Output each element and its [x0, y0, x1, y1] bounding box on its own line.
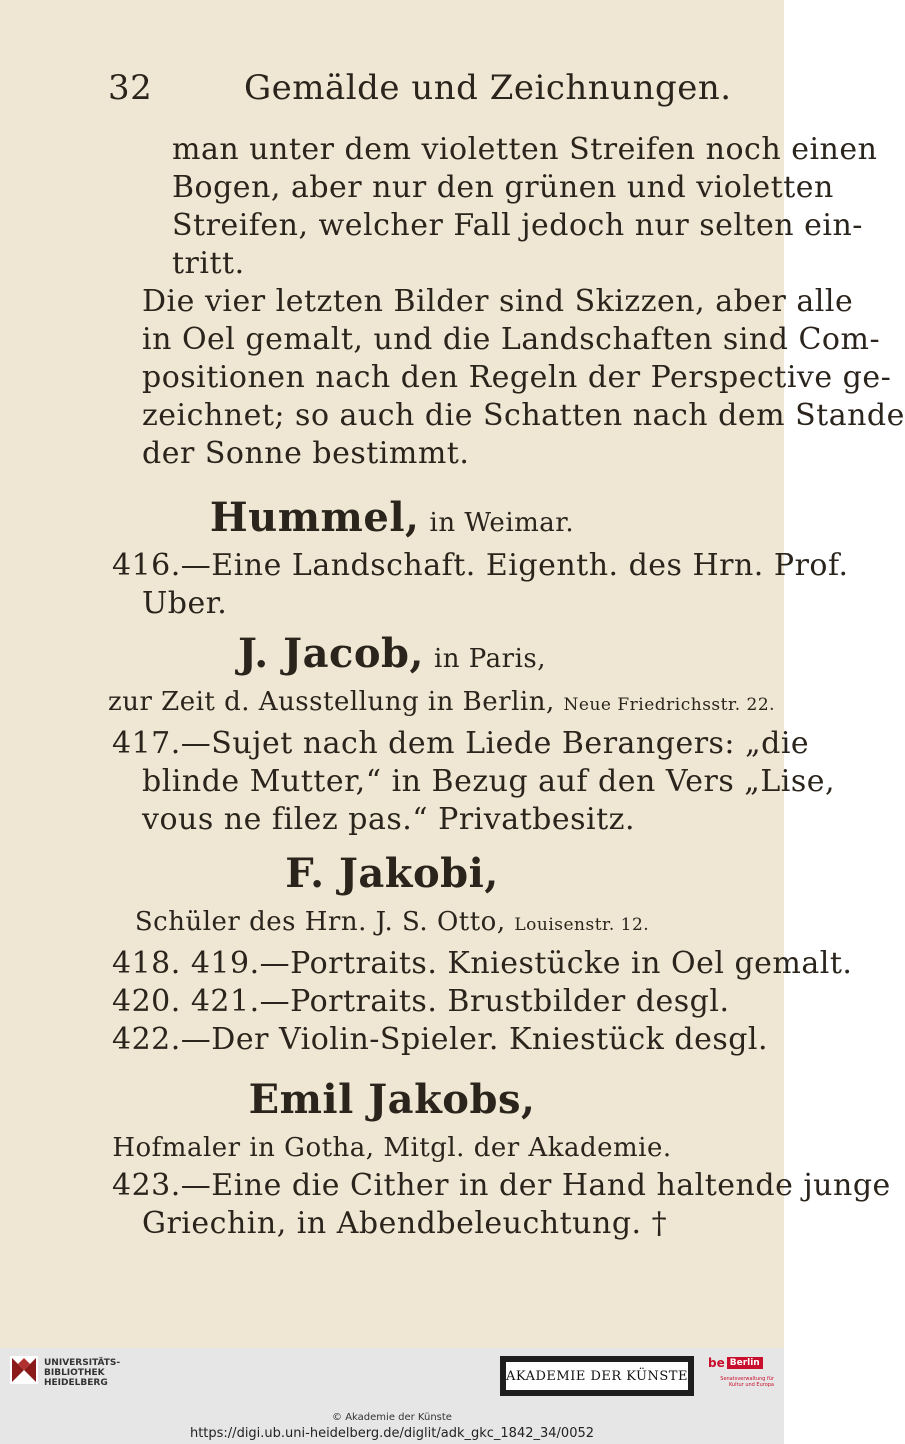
text-line: tritt. — [172, 246, 245, 281]
text-line: Die vier letzten Bilder sind Skizzen, aber alle — [142, 284, 854, 319]
address-street: Louisenstr. 12. — [514, 915, 650, 935]
artist-name: Emil Jakobs, — [248, 1076, 536, 1123]
running-head: Gemälde und Zeichnungen. — [244, 68, 732, 108]
text-line: man unter dem violetten Streifen noch einen — [172, 132, 878, 167]
text-line: Bogen, aber nur den grünen und violetten — [172, 170, 834, 205]
catalog-entry-cont: vous ne filez pas.“ Privatbesitz. — [142, 802, 636, 837]
artist-name: Hummel, — [209, 494, 420, 541]
permalink-url[interactable]: https://digi.ub.uni-heidelberg.de/diglit/adk_gkc_1842_34/0052 — [189, 1426, 595, 1441]
ub-line: HEIDELBERG — [44, 1378, 108, 1388]
university-library-logo-icon — [10, 1356, 38, 1384]
text-line: positionen nach den Regeln der Perspective ge- — [142, 360, 892, 395]
address-main: zur Zeit d. Ausstellung in Berlin, — [108, 687, 555, 717]
ub-line: UNIVERSITÄTS- — [44, 1358, 121, 1368]
catalog-entry-423: 423.—Eine die Cither in der Hand haltende junge — [112, 1168, 891, 1203]
text-line: der Sonne bestimmt. — [142, 436, 470, 471]
berlin-be: be — [708, 1356, 725, 1370]
university-library-name[interactable] — [44, 1358, 120, 1388]
catalog-entry-417: 417.—Sujet nach dem Liede Berangers: „die — [112, 726, 810, 761]
catalog-entry-cont: Griechin, in Abendbeleuchtung. † — [142, 1206, 668, 1241]
artist-place: in Paris, — [433, 644, 546, 674]
artist-subline — [0, 904, 784, 943]
catalog-entry-418: 418. 419.—Portraits. Kniestücke in Oel gemalt. — [112, 946, 853, 981]
ub-line: BIBLIOTHEK — [44, 1368, 105, 1378]
viewer-footer — [0, 1348, 784, 1444]
artist-heading-jacob — [0, 630, 784, 677]
artist-subline: Hofmaler in Gotha, Mitgl. der Akademie. — [112, 1133, 672, 1163]
berlin-subtitle: Senatsverwaltung für Kultur und Europa — [720, 1376, 774, 1388]
catalog-entry-422: 422.—Der Violin-Spieler. Kniestück desgl. — [112, 1022, 769, 1057]
artist-name: F. Jakobi, — [285, 850, 499, 897]
teacher: Schüler des Hrn. J. S. Otto, — [134, 907, 506, 937]
text-line: in Oel gemalt, und die Landschaften sind Com- — [142, 322, 881, 357]
artist-heading-jakobs — [0, 1076, 784, 1123]
text-line: Streifen, welcher Fall jedoch nur selten ein- — [172, 208, 863, 243]
berlin-box: Berlin — [727, 1357, 763, 1369]
akademie-label: AKADEMIE DER KÜNSTE — [506, 1362, 688, 1390]
catalog-entry-416: 416.—Eine Landschaft. Eigenth. des Hrn. Prof. — [112, 548, 849, 583]
catalog-entry-420: 420. 421.—Portraits. Brustbilder desgl. — [112, 984, 730, 1019]
text-line: zeichnet; so auch die Schatten nach dem Stande — [142, 398, 905, 433]
copyright-notice: © Akademie der Künste — [332, 1412, 452, 1423]
artist-heading-hummel — [0, 494, 784, 541]
akademie-logo[interactable] — [500, 1356, 694, 1396]
berlin-logo[interactable] — [708, 1356, 774, 1400]
address-street: Neue Friedrichsstr. 22. — [563, 695, 776, 715]
artist-address — [108, 684, 775, 723]
artist-place: in Weimar. — [429, 508, 575, 538]
berlin-wordmark — [708, 1356, 774, 1370]
artist-name: J. Jacob, — [237, 630, 424, 677]
catalog-entry-cont: blinde Mutter,“ in Bezug auf den Vers „Lise, — [142, 764, 836, 799]
page-number: 32 — [108, 68, 153, 108]
catalog-entry-cont: Uber. — [142, 586, 228, 621]
artist-heading-jakobi — [0, 850, 784, 897]
